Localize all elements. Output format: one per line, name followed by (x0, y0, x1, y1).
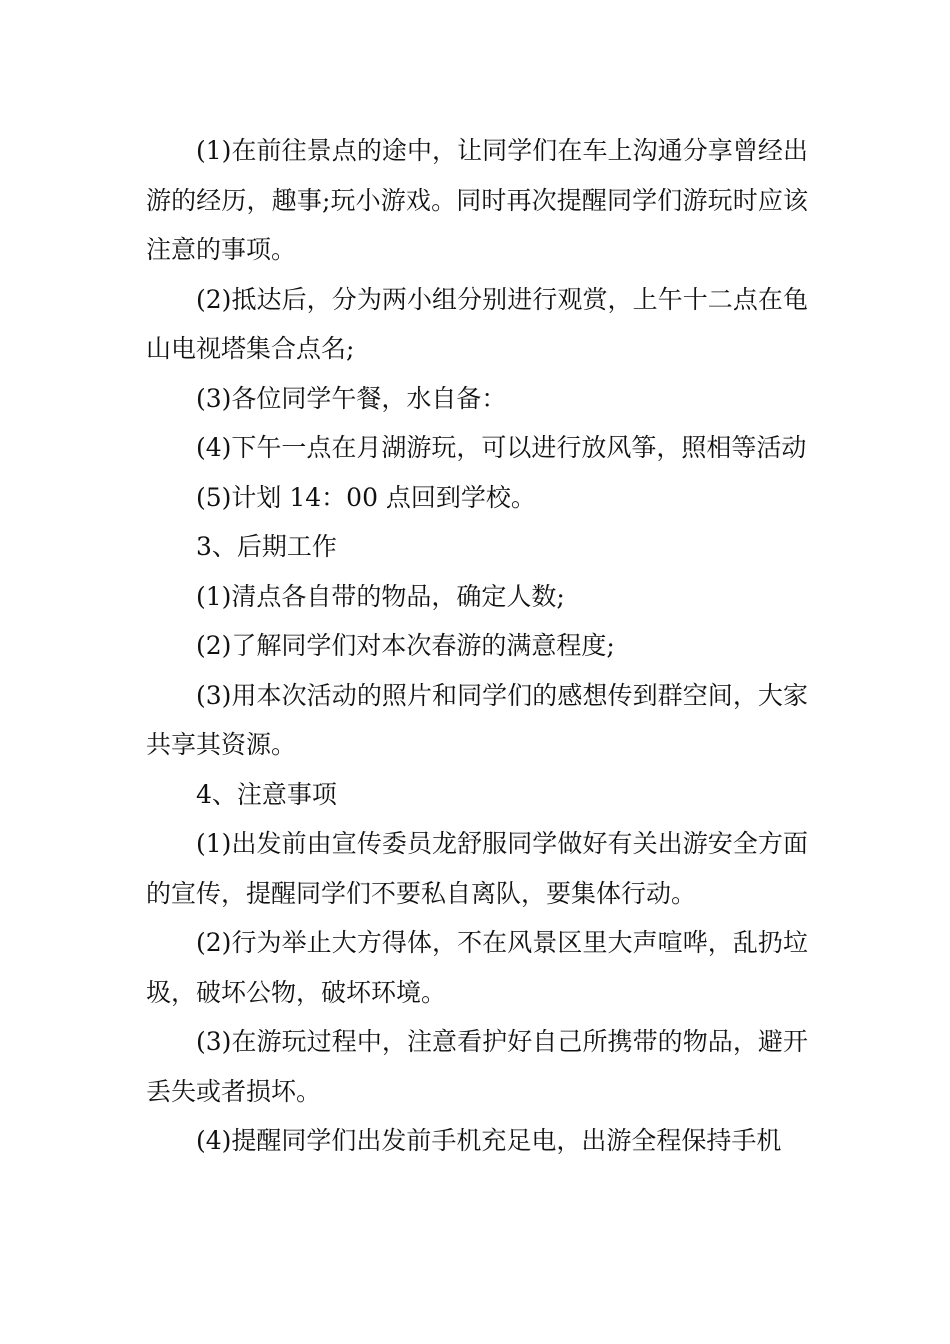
paragraph-step-3: (3)各位同学午餐，水自备： (196, 383, 507, 413)
paragraph-notes-2: (2)行为举止大方得体，不在风景区里大声喧哗，乱扔垃圾，破坏公物，破坏环境。 (146, 928, 808, 1007)
paragraph-step-5: (5)计划 14：00 点回到学校。 (196, 482, 536, 512)
paragraph-step-4: (4)下午一点在月湖游玩，可以进行放风筝，照相等活动 (196, 433, 807, 462)
paragraph-notes-4: (4)提醒同学们出发前手机充足电，出游全程保持手机 (196, 1126, 782, 1155)
paragraph-notes-1: (1)出发前由宣传委员龙舒服同学做好有关出游安全方面的宣传，提醒同学们不要私自离队，要集体行动。 (146, 829, 808, 908)
paragraph-followup-3: (3)用本次活动的照片和同学们的感想传到群空间，大家共享其资源。 (146, 680, 808, 759)
document-body (146, 126, 808, 1166)
paragraph-followup-2: (2)了解同学们对本次春游的满意程度; (196, 631, 615, 660)
paragraph-step-2: (2)抵达后，分为两小组分别进行观赏，上午十二点在龟山电视塔集合点名; (146, 284, 808, 363)
section-heading-notes: 4、注意事项 (196, 779, 337, 809)
paragraph-notes-3: (3)在游玩过程中，注意看护好自己所携带的物品，避开丢失或者损坏。 (146, 1027, 808, 1106)
section-heading-followup: 3、后期工作 (196, 532, 337, 561)
paragraph-followup-1: (1)清点各自带的物品，确定人数; (196, 581, 565, 611)
paragraph-step-1: (1)在前往景点的途中，让同学们在车上沟通分享曾经出游的经历，趣事;玩小游戏。同时再次提醒同学们游玩时应该注意的事项。 (146, 136, 808, 264)
